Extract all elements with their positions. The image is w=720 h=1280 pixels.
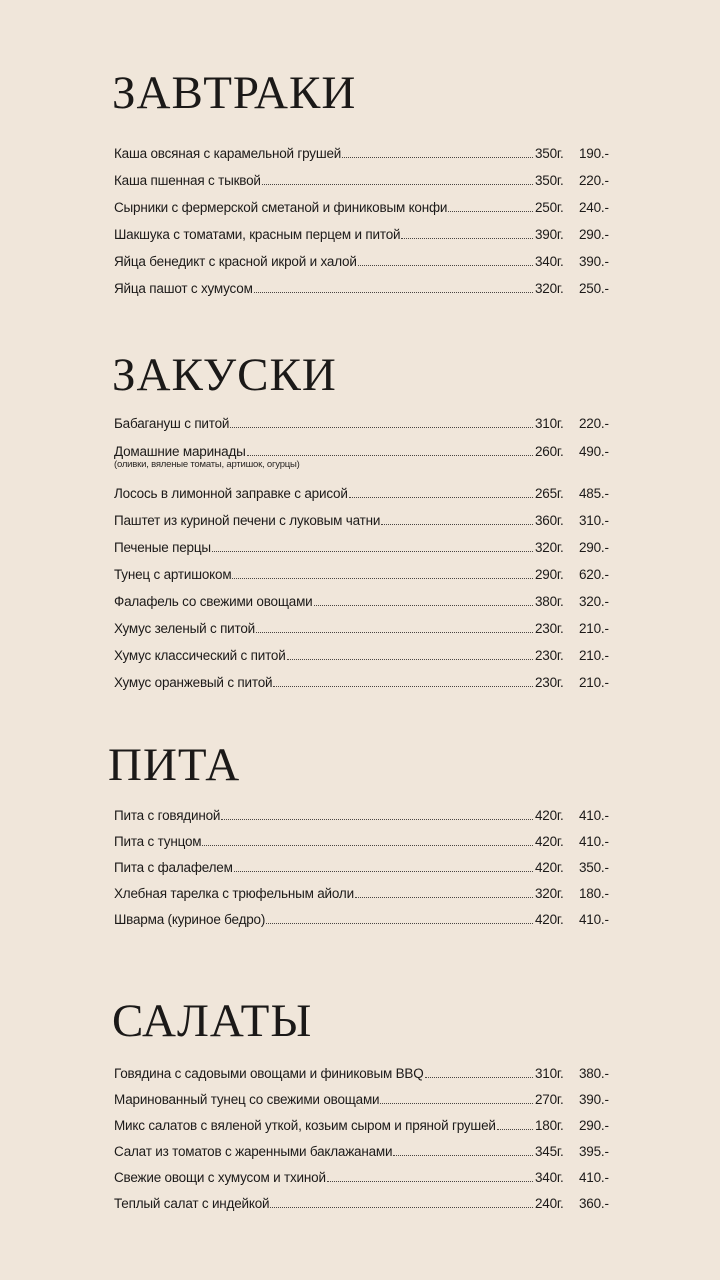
section-title: ЗАКУСКИ xyxy=(112,349,337,401)
item-weight: 340г. xyxy=(535,1170,564,1185)
menu-item xyxy=(114,1194,614,1214)
item-name: Говядина с садовыми овощами и финиковым BBQ xyxy=(114,1066,424,1081)
menu-item xyxy=(114,511,614,531)
section-title: ЗАВТРАКИ xyxy=(112,67,357,119)
item-name: Салат из томатов с жаренными баклажанами xyxy=(114,1144,393,1159)
dot-leader xyxy=(273,673,533,687)
item-name: Хумус классический с питой xyxy=(114,648,286,663)
item-name: Хумус зеленый с питой xyxy=(114,621,256,636)
dot-leader xyxy=(212,538,533,552)
dot-leader xyxy=(358,252,533,266)
menu-item xyxy=(114,646,614,666)
dot-leader xyxy=(232,565,533,579)
dot-leader xyxy=(342,144,533,158)
dot-leader xyxy=(247,442,533,456)
item-weight: 265г. xyxy=(535,486,564,501)
item-weight: 230г. xyxy=(535,621,564,636)
item-price: 390.- xyxy=(579,254,609,269)
item-name: Фалафель со свежими овощами xyxy=(114,594,313,609)
menu-item xyxy=(114,1090,614,1110)
dot-leader xyxy=(314,592,534,606)
menu-item xyxy=(114,910,614,930)
item-name: Пита с говядиной xyxy=(114,808,221,823)
item-name: Хлебная тарелка с трюфельным айоли xyxy=(114,886,354,901)
item-weight: 290г. xyxy=(535,567,564,582)
dot-leader xyxy=(254,279,533,293)
dot-leader xyxy=(327,1168,533,1182)
item-name: Каша овсяная с карамельной грушей xyxy=(114,146,342,161)
menu-item xyxy=(114,144,614,164)
menu-item xyxy=(114,414,614,434)
item-weight: 310г. xyxy=(535,416,564,431)
dot-leader xyxy=(270,1194,533,1208)
item-price: 620.- xyxy=(579,567,609,582)
item-price: 290.- xyxy=(579,1118,609,1133)
menu-item xyxy=(114,279,614,299)
dot-leader xyxy=(202,832,533,846)
dot-leader xyxy=(401,225,533,239)
item-name: Хумус оранжевый с питой xyxy=(114,675,273,690)
menu-item xyxy=(114,538,614,558)
menu-item xyxy=(114,442,614,470)
item-price: 210.- xyxy=(579,675,609,690)
dot-leader xyxy=(266,910,533,924)
item-weight: 180г. xyxy=(535,1118,564,1133)
item-name: Пита с фалафелем xyxy=(114,860,233,875)
item-name: Маринованный тунец со свежими овощами xyxy=(114,1092,380,1107)
item-weight: 420г. xyxy=(535,860,564,875)
item-price: 290.- xyxy=(579,227,609,242)
item-weight: 420г. xyxy=(535,808,564,823)
item-price: 220.- xyxy=(579,416,609,431)
menu-item xyxy=(114,592,614,612)
item-name: Лосось в лимонной заправке с арисой xyxy=(114,486,348,501)
item-name: Каша пшенная с тыквой xyxy=(114,173,261,188)
menu-item xyxy=(114,1142,614,1162)
item-price: 395.- xyxy=(579,1144,609,1159)
dot-leader xyxy=(262,171,533,185)
item-price: 310.- xyxy=(579,513,609,528)
menu-item xyxy=(114,225,614,245)
item-price: 240.- xyxy=(579,200,609,215)
item-name: Микс салатов с вяленой уткой, козьим сыром и пряной грушей xyxy=(114,1118,496,1133)
item-name: Теплый салат с индейкой xyxy=(114,1196,270,1211)
dot-leader xyxy=(380,1090,533,1104)
item-price: 320.- xyxy=(579,594,609,609)
item-price: 210.- xyxy=(579,648,609,663)
item-name: Паштет из куриной печени с луковым чатни xyxy=(114,513,381,528)
item-price: 410.- xyxy=(579,834,609,849)
item-price: 410.- xyxy=(579,912,609,927)
item-name: Яйца пашот с хумусом xyxy=(114,281,253,296)
menu-item xyxy=(114,806,614,826)
item-price: 360.- xyxy=(579,1196,609,1211)
item-price: 190.- xyxy=(579,146,609,161)
item-price: 390.- xyxy=(579,1092,609,1107)
dot-leader xyxy=(230,414,533,428)
item-weight: 230г. xyxy=(535,648,564,663)
item-name: Шакшука с томатами, красным перцем и питой xyxy=(114,227,401,242)
menu-item xyxy=(114,1168,614,1188)
item-price: 490.- xyxy=(579,444,609,459)
item-name: Тунец с артишоком xyxy=(114,567,232,582)
item-name: Свежие овощи с хумусом и тхиной xyxy=(114,1170,326,1185)
item-note: (оливки, вяленые томаты, артишок, огурцы) xyxy=(114,459,300,470)
item-weight: 350г. xyxy=(535,173,564,188)
menu-item xyxy=(114,1116,614,1136)
dot-leader xyxy=(349,484,533,498)
item-price: 290.- xyxy=(579,540,609,555)
item-name: Яйца бенедикт с красной икрой и халой xyxy=(114,254,357,269)
item-price: 180.- xyxy=(579,886,609,901)
item-price: 350.- xyxy=(579,860,609,875)
dot-leader xyxy=(381,511,533,525)
item-price: 210.- xyxy=(579,621,609,636)
item-weight: 420г. xyxy=(535,912,564,927)
dot-leader xyxy=(355,884,533,898)
item-price: 410.- xyxy=(579,1170,609,1185)
dot-leader xyxy=(221,806,533,820)
item-price: 380.- xyxy=(579,1066,609,1081)
item-weight: 360г. xyxy=(535,513,564,528)
item-weight: 250г. xyxy=(535,200,564,215)
item-weight: 260г. xyxy=(535,444,564,459)
menu-item xyxy=(114,619,614,639)
item-weight: 350г. xyxy=(535,146,564,161)
section-title: ПИТА xyxy=(108,739,241,791)
menu-item xyxy=(114,171,614,191)
item-price: 485.- xyxy=(579,486,609,501)
menu-item xyxy=(114,832,614,852)
item-name: Пита с тунцом xyxy=(114,834,202,849)
item-price: 410.- xyxy=(579,808,609,823)
dot-leader xyxy=(287,646,533,660)
menu-item xyxy=(114,484,614,504)
section-title: САЛАТЫ xyxy=(112,995,313,1047)
dot-leader xyxy=(425,1064,533,1078)
item-weight: 310г. xyxy=(535,1066,564,1081)
item-weight: 420г. xyxy=(535,834,564,849)
item-weight: 390г. xyxy=(535,227,564,242)
item-weight: 240г. xyxy=(535,1196,564,1211)
item-weight: 380г. xyxy=(535,594,564,609)
item-name: Печеные перцы xyxy=(114,540,211,555)
dot-leader xyxy=(393,1142,533,1156)
item-weight: 230г. xyxy=(535,675,564,690)
item-weight: 320г. xyxy=(535,540,564,555)
item-name: Домашние маринады xyxy=(114,444,246,459)
item-name: Сырники с фермерской сметаной и финиковым конфи xyxy=(114,200,448,215)
item-price: 250.- xyxy=(579,281,609,296)
menu-item xyxy=(114,673,614,693)
dot-leader xyxy=(256,619,533,633)
item-name: Шварма (куриное бедро) xyxy=(114,912,266,927)
menu-item xyxy=(114,1064,614,1084)
menu-item xyxy=(114,884,614,904)
menu-item xyxy=(114,858,614,878)
dot-leader xyxy=(234,858,533,872)
menu-item xyxy=(114,252,614,272)
item-price: 220.- xyxy=(579,173,609,188)
item-weight: 270г. xyxy=(535,1092,564,1107)
item-weight: 340г. xyxy=(535,254,564,269)
item-weight: 320г. xyxy=(535,886,564,901)
dot-leader xyxy=(448,198,533,212)
menu-item xyxy=(114,198,614,218)
menu-item xyxy=(114,565,614,585)
dot-leader xyxy=(497,1116,533,1130)
item-name: Бабагануш с питой xyxy=(114,416,230,431)
item-weight: 345г. xyxy=(535,1144,564,1159)
item-weight: 320г. xyxy=(535,281,564,296)
